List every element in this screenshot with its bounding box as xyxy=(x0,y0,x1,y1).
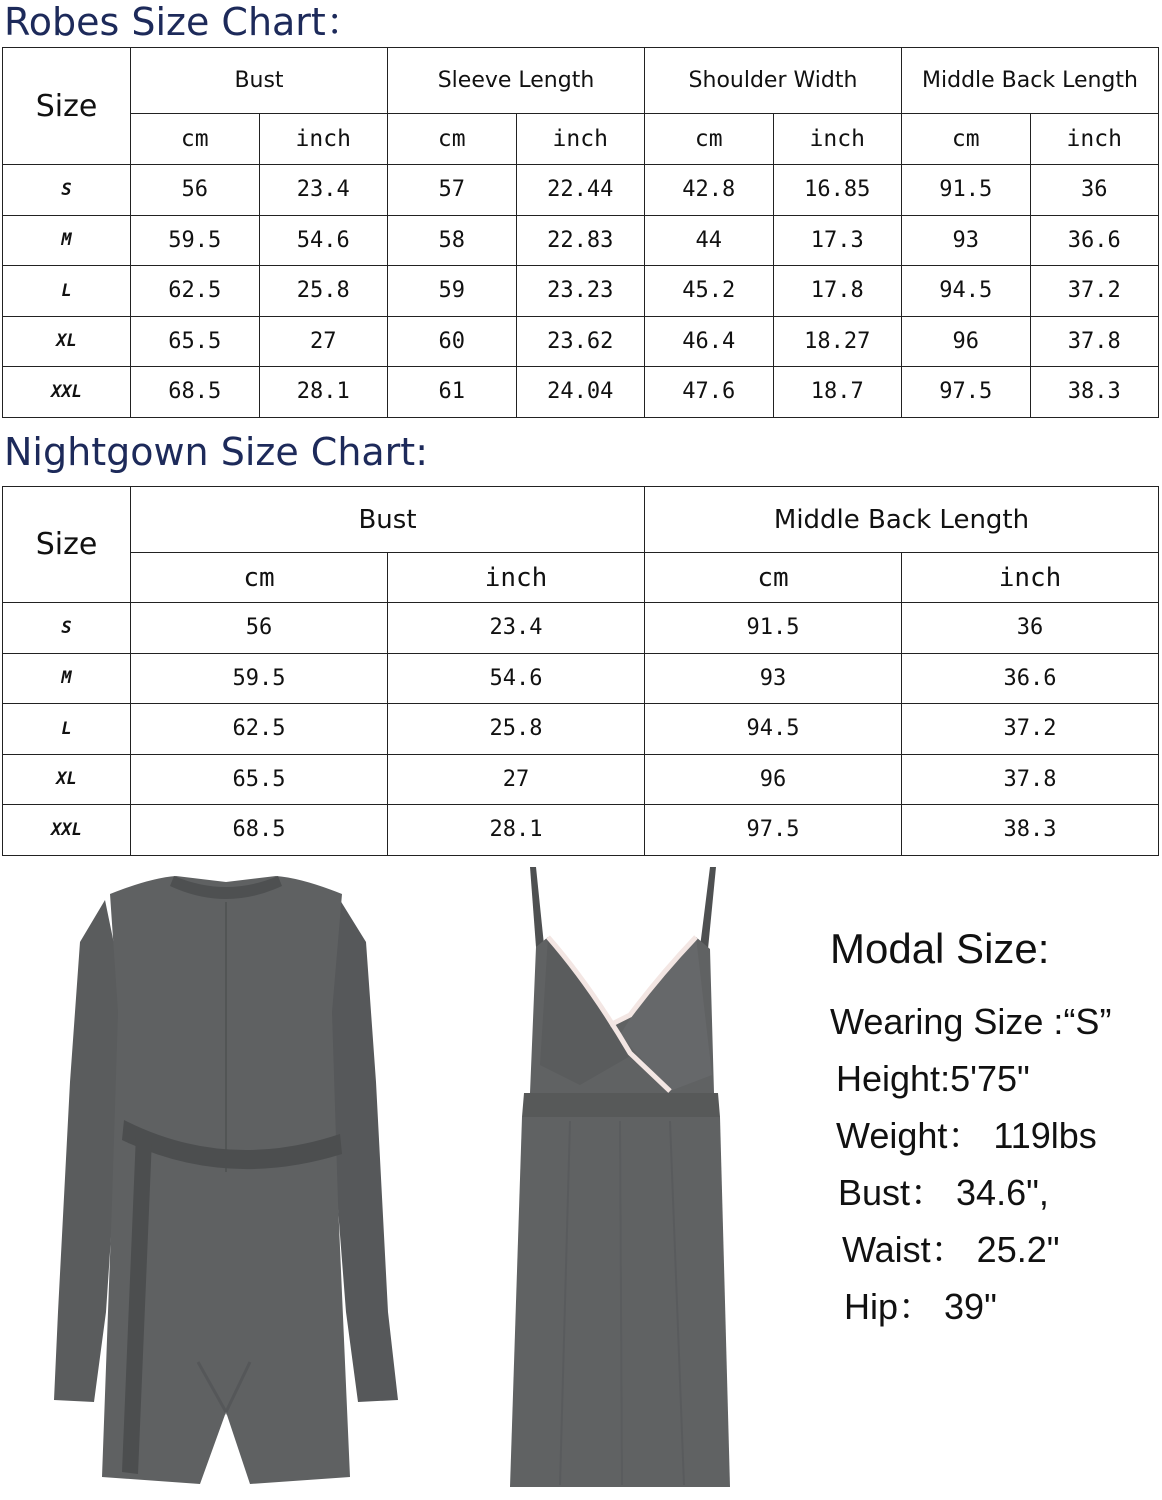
value-cell: 38.3 xyxy=(902,805,1159,856)
shoulder-width-header: Shoulder Width xyxy=(645,48,902,114)
table-row xyxy=(3,266,1159,317)
unit-header: cm xyxy=(645,114,774,165)
value-cell: 36.6 xyxy=(902,653,1159,704)
value-cell: 45.2 xyxy=(645,266,774,317)
model-size-info xyxy=(830,925,1150,1335)
value-cell: 16.85 xyxy=(773,165,902,216)
model-hip: Hip： 39" xyxy=(844,1286,997,1327)
value-cell: 59 xyxy=(388,266,517,317)
model-waist: Waist： 25.2" xyxy=(842,1229,1060,1270)
robes-chart-title: Robes Size Chart： xyxy=(4,0,364,44)
value-cell: 47.6 xyxy=(645,367,774,418)
middle-back-length-header: Middle Back Length xyxy=(902,48,1159,114)
value-cell: 65.5 xyxy=(131,754,388,805)
value-cell: 36 xyxy=(902,603,1159,654)
value-cell: 37.8 xyxy=(1030,316,1159,367)
unit-header: cm xyxy=(388,114,517,165)
value-cell: 68.5 xyxy=(131,367,260,418)
size-cell: M xyxy=(3,653,131,704)
value-cell: 44 xyxy=(645,215,774,266)
table-row xyxy=(3,805,1159,856)
size-column-header: Size xyxy=(3,48,131,165)
unit-header: inch xyxy=(1030,114,1159,165)
size-cell: XL xyxy=(3,754,131,805)
value-cell: 94.5 xyxy=(645,704,902,755)
value-cell: 23.4 xyxy=(259,165,388,216)
unit-header: cm xyxy=(902,114,1031,165)
value-cell: 18.27 xyxy=(773,316,902,367)
value-cell: 65.5 xyxy=(131,316,260,367)
value-cell: 56 xyxy=(131,603,388,654)
value-cell: 96 xyxy=(902,316,1031,367)
value-cell: 37.2 xyxy=(1030,266,1159,317)
robe-illustration xyxy=(50,872,402,1492)
model-weight: Weight： 119lbs xyxy=(836,1115,1097,1156)
nightgown-size-table xyxy=(2,486,1159,856)
size-cell: M xyxy=(3,215,131,266)
value-cell: 36 xyxy=(1030,165,1159,216)
value-cell: 22.83 xyxy=(516,215,645,266)
unit-header: cm xyxy=(131,114,260,165)
value-cell: 62.5 xyxy=(131,704,388,755)
value-cell: 62.5 xyxy=(131,266,260,317)
bust-header: Bust xyxy=(131,48,388,114)
value-cell: 68.5 xyxy=(131,805,388,856)
value-cell: 27 xyxy=(388,754,645,805)
sleeve-length-header: Sleeve Length xyxy=(388,48,645,114)
value-cell: 42.8 xyxy=(645,165,774,216)
model-size-title: Modal Size: xyxy=(830,925,1050,972)
value-cell: 97.5 xyxy=(645,805,902,856)
value-cell: 54.6 xyxy=(388,653,645,704)
value-cell: 22.44 xyxy=(516,165,645,216)
nightgown-illustration xyxy=(500,865,740,1495)
value-cell: 23.23 xyxy=(516,266,645,317)
size-cell: XXL xyxy=(3,805,131,856)
value-cell: 28.1 xyxy=(388,805,645,856)
value-cell: 91.5 xyxy=(645,603,902,654)
value-cell: 96 xyxy=(645,754,902,805)
unit-header: inch xyxy=(516,114,645,165)
value-cell: 27 xyxy=(259,316,388,367)
middle-back-length-header: Middle Back Length xyxy=(645,487,1159,553)
value-cell: 25.8 xyxy=(388,704,645,755)
model-height: Height:5'75" xyxy=(836,1058,1030,1099)
size-cell: L xyxy=(3,266,131,317)
unit-header: cm xyxy=(131,553,388,603)
value-cell: 17.3 xyxy=(773,215,902,266)
table-row xyxy=(3,704,1159,755)
table-row xyxy=(3,316,1159,367)
unit-header: inch xyxy=(902,553,1159,603)
table-row xyxy=(3,165,1159,216)
size-cell: S xyxy=(3,603,131,654)
table-row xyxy=(3,603,1159,654)
value-cell: 94.5 xyxy=(902,266,1031,317)
value-cell: 23.4 xyxy=(388,603,645,654)
robes-size-table xyxy=(2,47,1159,418)
bust-header: Bust xyxy=(131,487,645,553)
value-cell: 91.5 xyxy=(902,165,1031,216)
table-row xyxy=(3,754,1159,805)
value-cell: 46.4 xyxy=(645,316,774,367)
unit-header: inch xyxy=(773,114,902,165)
unit-header: inch xyxy=(388,553,645,603)
table-row xyxy=(3,215,1159,266)
value-cell: 61 xyxy=(388,367,517,418)
value-cell: 56 xyxy=(131,165,260,216)
model-bust: Bust： 34.6", xyxy=(838,1172,1049,1213)
nightgown-chart-title: Nightgown Size Chart: xyxy=(4,430,429,474)
value-cell: 17.8 xyxy=(773,266,902,317)
value-cell: 58 xyxy=(388,215,517,266)
value-cell: 93 xyxy=(645,653,902,704)
value-cell: 59.5 xyxy=(131,215,260,266)
unit-header: cm xyxy=(645,553,902,603)
value-cell: 59.5 xyxy=(131,653,388,704)
size-cell: XXL xyxy=(3,367,131,418)
value-cell: 28.1 xyxy=(259,367,388,418)
value-cell: 23.62 xyxy=(516,316,645,367)
value-cell: 57 xyxy=(388,165,517,216)
value-cell: 93 xyxy=(902,215,1031,266)
value-cell: 60 xyxy=(388,316,517,367)
value-cell: 37.8 xyxy=(902,754,1159,805)
size-column-header: Size xyxy=(3,487,131,603)
model-wearing-size: Wearing Size :“S” xyxy=(830,1001,1112,1042)
unit-header: inch xyxy=(259,114,388,165)
value-cell: 36.6 xyxy=(1030,215,1159,266)
size-cell: XL xyxy=(3,316,131,367)
table-row xyxy=(3,367,1159,418)
value-cell: 24.04 xyxy=(516,367,645,418)
value-cell: 18.7 xyxy=(773,367,902,418)
size-cell: L xyxy=(3,704,131,755)
table-row xyxy=(3,653,1159,704)
value-cell: 25.8 xyxy=(259,266,388,317)
value-cell: 97.5 xyxy=(902,367,1031,418)
value-cell: 54.6 xyxy=(259,215,388,266)
value-cell: 38.3 xyxy=(1030,367,1159,418)
size-cell: S xyxy=(3,165,131,216)
value-cell: 37.2 xyxy=(902,704,1159,755)
